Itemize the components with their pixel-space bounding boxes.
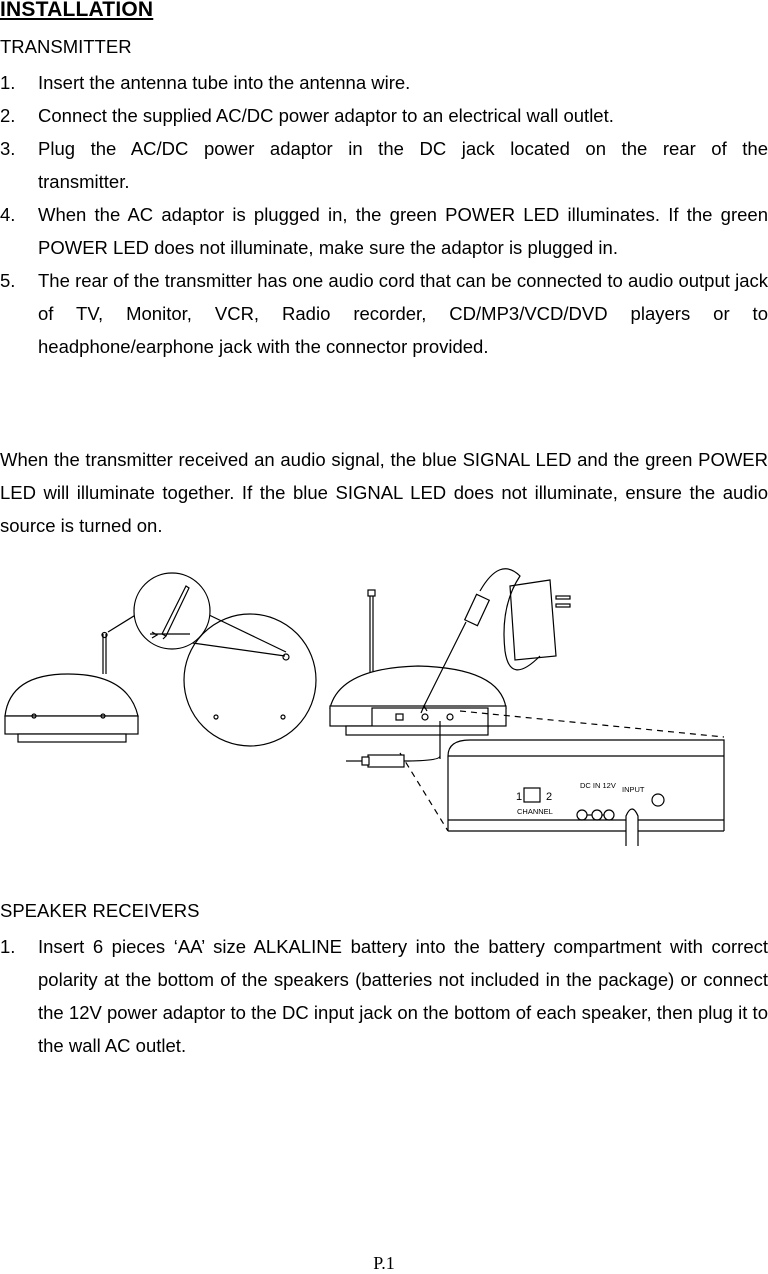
channel-2-label: 2: [546, 791, 553, 803]
transmitter-title: TRANSMITTER: [0, 36, 132, 57]
step-number: 5.: [0, 270, 16, 291]
step-text: Connect the supplied AC/DC power adaptor to an electrical wall outlet.: [38, 105, 614, 126]
transmitter-note: When the transmitter received an audio signal, the blue SIGNAL LED and the green POWER LED will illuminate together. If the blue SIGNAL LED does not illuminate, ensure the audio source is turned on.: [0, 449, 768, 536]
rear-panel-zoom: [448, 740, 724, 846]
transmitter-steps: [0, 66, 768, 363]
speakers-title: SPEAKER RECEIVERS: [0, 900, 200, 921]
transmitter-step-3: [0, 132, 768, 198]
step-text: When the AC adaptor is plugged in, the green POWER LED illuminates. If the green POWER LED does not illuminate, make sure the adaptor is plugged in.: [38, 204, 768, 258]
transmitter-step-1: [0, 66, 768, 99]
input-label: INPUT: [622, 785, 645, 794]
channel-1-label: 1: [516, 791, 523, 803]
dc-in-label: DC IN 12V: [580, 781, 616, 790]
step-number: 3.: [0, 138, 16, 159]
page-heading: INSTALLATION: [0, 0, 154, 21]
step-text: Plug the AC/DC power adaptor in the DC jack located on the rear of the transmitter.: [38, 138, 768, 192]
transmitter-step-2: [0, 99, 768, 132]
channel-label: CHANNEL: [517, 807, 553, 816]
step-number: 4.: [0, 204, 16, 225]
transmitter-step-5: [0, 264, 768, 363]
speaker-receiver-top-image: [184, 614, 316, 746]
step-number: 2.: [0, 105, 16, 126]
channel-switch: [524, 788, 540, 802]
step-number: 1.: [0, 72, 16, 93]
step-text: Insert 6 pieces ‘AA’ size ALKALINE battery into the battery compartment with correct polarity at the bottom of the speakers (batteries not included in the package) or connect the 12V power adaptor to the DC input jack on the bottom of each speaker, then plug it to the wall AC outlet.: [38, 936, 768, 1056]
page-number: P.1: [373, 1253, 395, 1273]
transmitter-step-4: [0, 198, 768, 264]
step-text: The rear of the transmitter has one audio cord that can be connected to audio output jack of TV, Monitor, VCR, Radio recorder, CD/MP3/VCD/DVD players or to headphone/earphone jack with the connector provided.: [38, 270, 768, 357]
step-text: Insert the antenna tube into the antenna wire.: [38, 72, 411, 93]
step-number: 1.: [0, 936, 16, 957]
speaker-step-1: [0, 930, 768, 1062]
speaker-receiver-left-image: [5, 633, 138, 743]
speaker-steps: [0, 930, 768, 1062]
installation-illustration: [0, 556, 768, 856]
